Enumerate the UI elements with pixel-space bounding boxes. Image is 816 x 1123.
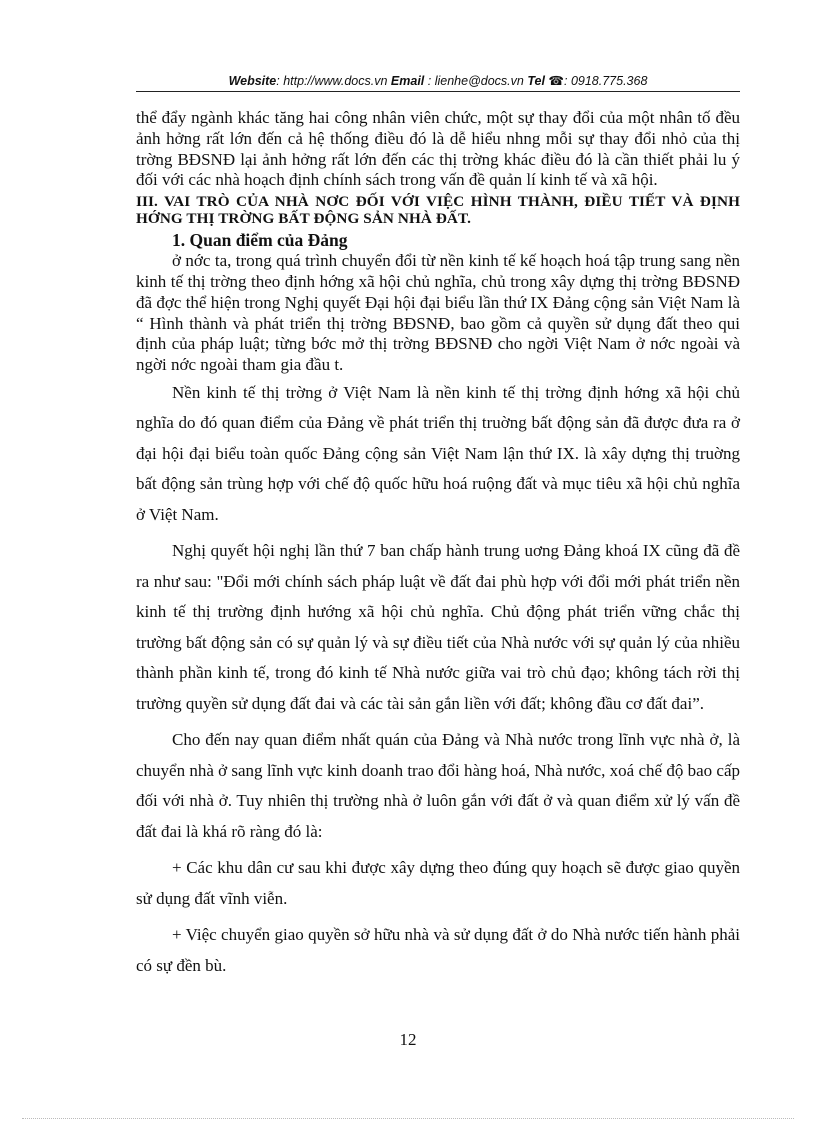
tel-label: Tel	[527, 74, 545, 88]
paragraph-2: Nền kinh tế thị trờng ở Việt Nam là nền kinh tế thị trờng định hớng xã hội chủ nghĩa do đó quan điểm của Đảng về phát triển thị truờng bất động sản đã được đưa ra ở đại hội đại biểu toàn quốc Đảng cộng sản Việt Nam lận thứ IX. là xây dựng thị truờng bất động sản trùng hợp với chế độ quốc hữu hoá ruộng đất và mục tiêu xã hội chủ nghĩa ở Việt Nam.	[136, 382, 740, 524]
website-value: : http://www.docs.vn	[276, 74, 388, 88]
paragraph-3: Nghị quyết hội nghị lần thứ 7 ban chấp hành trung uơng Đảng khoá IX cũng đã đề ra như sau: "Đổi mới chính sách pháp luật về đất đai phù hợp với đổi mới phát triển nền kinh tế thị trường định hướng xã hội chủ nghĩa. Chủ động phát triển vững chắc thị trường bất động sản có sự quản lý và sự điều tiết của Nhà nước với sự quản lý của nhiều thành phần kinh tế, trong đó kinh tế Nhà nước giữa vai trò chủ đạo; không tách rời thị trường quyền sử dụng đất đai và các tài sản gắn liền với đất; không đầu cơ đất đai”.	[136, 541, 740, 713]
paragraph-4: Cho đến nay quan điểm nhất quán của Đảng và Nhà nước trong lĩnh vực nhà ở, là chuyển nhà ở sang lĩnh vực kinh doanh trao đổi hàng hoá, Nhà nước, xoá chế độ bao cấp đối với nhà ở. Tuy nhiên thị trường nhà ở luôn gắn với đất ở và quan điểm xử lý vấn đề đất đai là khá rõ ràng đó là:	[136, 730, 740, 841]
page-number: 12	[399, 1030, 417, 1049]
page-header	[136, 73, 740, 88]
subsection-heading: 1. Quan điểm của Đảng	[172, 230, 348, 251]
header-rule	[136, 91, 740, 92]
email-value: : lienhe@docs.vn	[427, 74, 524, 88]
intro-paragraph: thể đẩy ngành khác tăng hai công nhân viên chức, một sự thay đổi của một nhân tố đều ảnh hởng rất lớn đến cả hệ thống điều đó là dễ hiểu nhng mỗi sự thay đổi nhỏ của thị trờng BĐSNĐ lại ảnh hởng rất lớn đến các thị trờng khác điều đó là cần thiết phải lu ý đối với các nhà hoạch định chính sách trong vấn đề quản lí kinh tế và xã hội.	[136, 108, 740, 190]
email-label: Email	[390, 74, 425, 88]
paragraph-5: + Các khu dân cư sau khi được xây dựng theo đúng quy hoạch sẽ được giao quyền sử dụng đất vĩnh viễn.	[136, 858, 740, 908]
document-body	[136, 108, 740, 981]
page-bottom-border	[22, 1118, 794, 1119]
website-label: Website	[228, 74, 277, 88]
tel-value: : 0918.775.368	[564, 74, 648, 88]
section-heading: III. VAI TRÒ CỦA NHÀ NƠC ĐỐI VỚI VIỆC HÌNH THÀNH, ĐIỀU TIẾT VÀ ĐỊNH HỚNG THỊ TRỜNG BẤT ĐỘNG SẢN NHÀ ĐẤT.	[136, 193, 740, 227]
telephone-icon: ☎	[548, 74, 564, 88]
paragraph-6: + Việc chuyển giao quyền sở hữu nhà và sử dụng đất ở do Nhà nước tiến hành phải có sự đền bù.	[136, 925, 740, 975]
paragraph-1: ở nớc ta, trong quá trình chuyển đổi từ nền kinh tế kế hoạch hoá tập trung sang nền kinh tế thị trờng theo định hớng xã hội chủ nghĩa, chủ trong xây dựng thị trờng BĐSNĐ đã đợc thể hiện trong Nghị quyết Đại hội đại biểu lần thứ IX Đảng cộng sản Việt Nam là “ Hình thành và phát triển thị trờng BĐSNĐ, bao gồm cả quyền sử dụng đất theo qui định của pháp luật; từng bớc mở thị trờng BĐSNĐ cho ngời Việt Nam ở nớc ngoài và ngời nớc ngoài tham gia đầu t.	[136, 251, 740, 375]
